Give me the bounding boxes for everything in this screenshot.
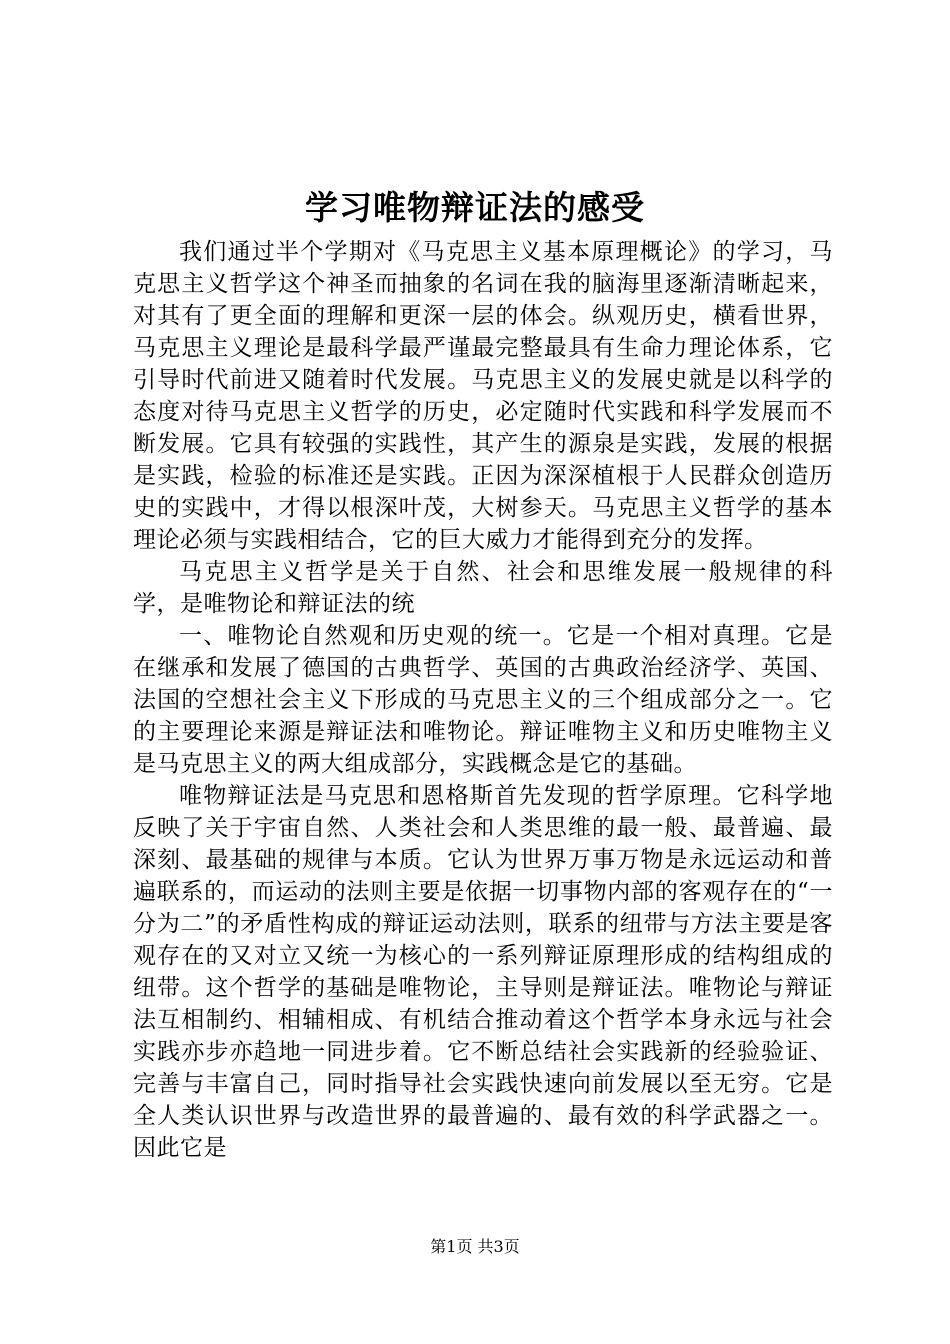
paragraph-2: 马克思主义哲学是关于自然、社会和思维发展一般规律的科学，是唯物论和辩证法的统 [133, 559, 833, 617]
page-footer: 第1页 共3页 [430, 1237, 520, 1256]
paragraph-4: 唯物辩证法是马克思和恩格斯首先发现的哲学原理。它科学地反映了关于宇宙自然、人类社会和人类思维的最一般、最普遍、最深刻、最基础的规律与本质。它认为世界万事万物是永远运动和普遍联系的，而运动的法则主要是依据一切事物内部的客观存在的“一分为二”的矛盾性构成的辩证运动法则，联系的纽带与方法主要是客观存在的又对立又统一为核心的一系列辩证原理形成的结构组成的纽带。这个哲学的基础是唯物论，主导则是辩证法。唯物论与辩证法互相制约、相辅相成、有机结合推动着这个哲学本身永远与社会实践亦步亦趋地一同进步着。它不断总结社会实践新的经验验证、完善与丰富自己，同时指导社会实践快速向前发展以至无穷。它是全人类认识世界与改造世界的最普遍的、最有效的科学武器之一。因此它是 [133, 783, 833, 1161]
paragraph-1: 我们通过半个学期对《马克思主义基本原理概论》的学习，马克思主义哲学这个神圣而抽象的名词在我的脑海里逐渐清晰起来，对其有了更全面的理解和更深一层的体会。纵观历史，横看世界，马克思主义理论是最科学最严谨最完整最具有生命力理论体系，它引导时代前进又随着时代发展。马克思主义的发展史就是以科学的态度对待马克思主义哲学的历史，必定随时代实践和科学发展而不断发展。它具有较强的实践性，其产生的源泉是实践，发展的根据是实践，检验的标准还是实践。正因为深深植根于人民群众创造历史的实践中，才得以根深叶茂，大树参天。马克思主义哲学的基本理论必须与实践相结合，它的巨大威力才能得到充分的发挥。 [133, 239, 833, 553]
paragraph-3: 一、唯物论自然观和历史观的统一。它是一个相对真理。它是在继承和发展了德国的古典哲学、英国的古典政治经济学、英国、法国的空想社会主义下形成的马克思主义的三个组成部分之一。它的主要理论来源是辩证法和唯物论。辩证唯物主义和历史唯物主义是马克思主义的两大组成部分，实践概念是它的基础。 [133, 623, 833, 777]
document-title: 学习唯物辩证法的感受 [305, 188, 645, 227]
document-body [133, 236, 833, 1164]
